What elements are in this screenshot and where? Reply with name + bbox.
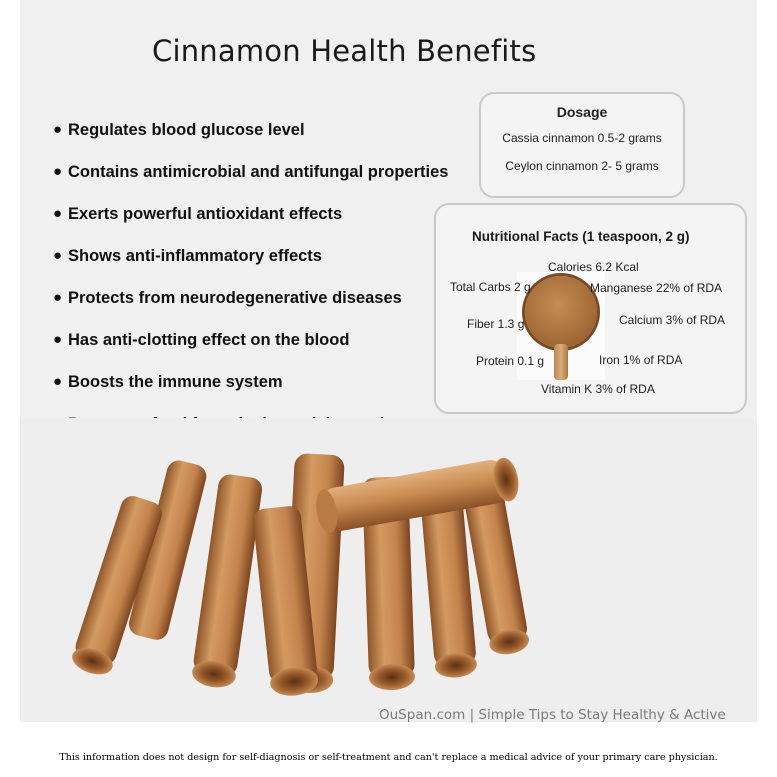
list-item [53,370,448,412]
nutrition-box [434,203,747,414]
calcium-label: Calcium 3% of RDA [619,313,726,327]
benefit-text: Regulates blood glucose level [68,121,305,139]
benefit-text: Shows anti-inflammatory effects [68,247,322,265]
iron-label: Iron 1% of RDA [599,353,683,367]
list-item [53,244,448,286]
benefit-text: Boosts the immune system [68,373,283,391]
fiber-label: Fiber 1.3 g [467,317,525,331]
protein-label: Protein 0.1 g [476,354,545,368]
bullet-icon: ● [53,247,63,264]
benefit-text: Protects from neurodegenerative diseases [68,289,402,307]
bullet-icon: ● [53,289,63,306]
list-item [53,118,448,160]
calories-label: Calories 6.2 Kcal [548,260,639,274]
site-caption: OuSpan.com | Simple Tips to Stay Healthy & Active [379,707,726,723]
list-item [53,286,448,328]
bullet-icon: ● [53,373,63,390]
dosage-box [479,92,685,198]
vitamin-k-label: Vitamin K 3% of RDA [541,382,655,396]
list-item [53,202,448,244]
benefit-text: Contains antimicrobial and antifungal properties [68,163,449,181]
list-item [53,160,448,202]
total-carbs-label: Total Carbs 2 g [450,280,531,294]
list-item [53,328,448,370]
cinnamon-sticks-image [20,418,757,722]
benefit-text: Has anti-clotting effect on the blood [68,331,350,349]
cinnamon-sticks-photo [20,418,757,722]
dosage-cassia: Cassia cinnamon 0.5-2 grams [502,131,662,145]
dosage-ceylon: Ceylon cinnamon 2- 5 grams [505,159,659,173]
bullet-icon: ● [53,331,63,348]
manganese-label: Manganese 22% of RDA [590,281,723,295]
disclaimer-text: This information does not design for self-diagnosis or self-treatment and can't replace a medical advice of your primary care physician. [59,752,718,763]
benefits-list [53,118,448,454]
dosage-heading: Dosage [556,104,608,120]
spoon-bowl [525,276,597,348]
spoon-handle [554,344,568,380]
bullet-icon: ● [53,163,63,180]
bullet-icon: ● [53,121,63,138]
nutrition-heading: Nutritional Facts (1 teaspoon, 2 g) [472,229,690,244]
benefit-text: Exerts powerful antioxidant effects [68,205,343,223]
page-title: Cinnamon Health Benefits [152,34,537,68]
bullet-icon: ● [53,205,63,222]
